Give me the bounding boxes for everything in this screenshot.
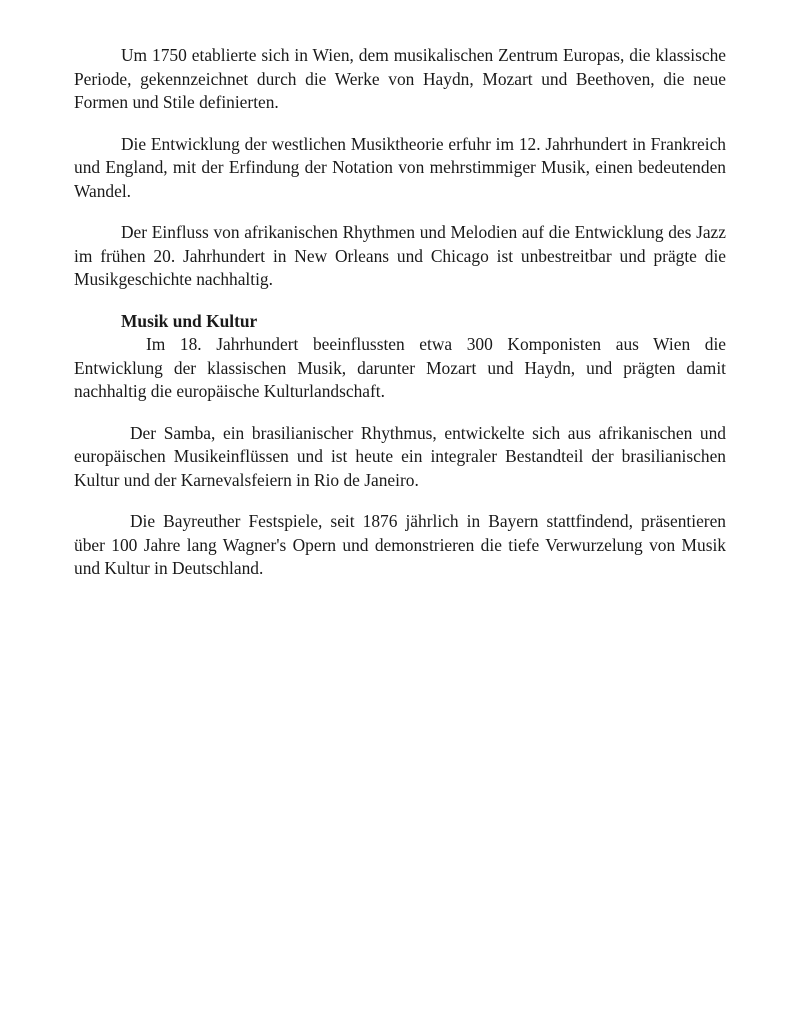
paragraph-samba: Der Samba, ein brasilianischer Rhythmus, entwickelte sich aus afrikanischen und europäischen Musikeinflüssen und ist heute ein integraler Bestandteil der brasilianischen Kultur und der Karnevalsfeiern in Rio de Janeiro. [74, 422, 726, 490]
paragraph-vienna-composers: Im 18. Jahrhundert beeinflussten etwa 300 Komponisten aus Wien die Entwicklung der klassischen Musik, darunter Mozart und Haydn, und prägten damit nachhaltig die europäische Kulturlandschaft. [74, 334, 726, 401]
paragraph-music-theory: Die Entwicklung der westlichen Musiktheorie erfuhr im 12. Jahrhundert in Frankreich und England, mit der Erfindung der Notation von mehrstimmiger Musik, einen bedeutenden Wandel. [74, 133, 726, 201]
paragraph-jazz-influence: Der Einfluss von afrikanischen Rhythmen und Melodien auf die Entwicklung des Jazz im frühen 20. Jahrhundert in New Orleans und Chicago ist unbestreitbar und prägte die Musikgeschichte nachhaltig. [74, 222, 726, 289]
section-heading: Musik und Kultur [121, 310, 258, 331]
document-body [74, 44, 726, 599]
paragraph-bayreuth: Die Bayreuther Festspiele, seit 1876 jährlich in Bayern stattfindend, präsentieren über 100 Jahre lang Wagner's Opern und demonstrieren die tiefe Verwurzelung von Musik und Kultur in Deutschland. [74, 511, 726, 578]
paragraph-classical-period: Um 1750 etablierte sich in Wien, dem musikalischen Zentrum Europas, die klassische Periode, gekennzeichnet durch die Werke von Haydn, Mozart und Beethoven, die neue Formen und Stile definierten. [74, 45, 726, 112]
